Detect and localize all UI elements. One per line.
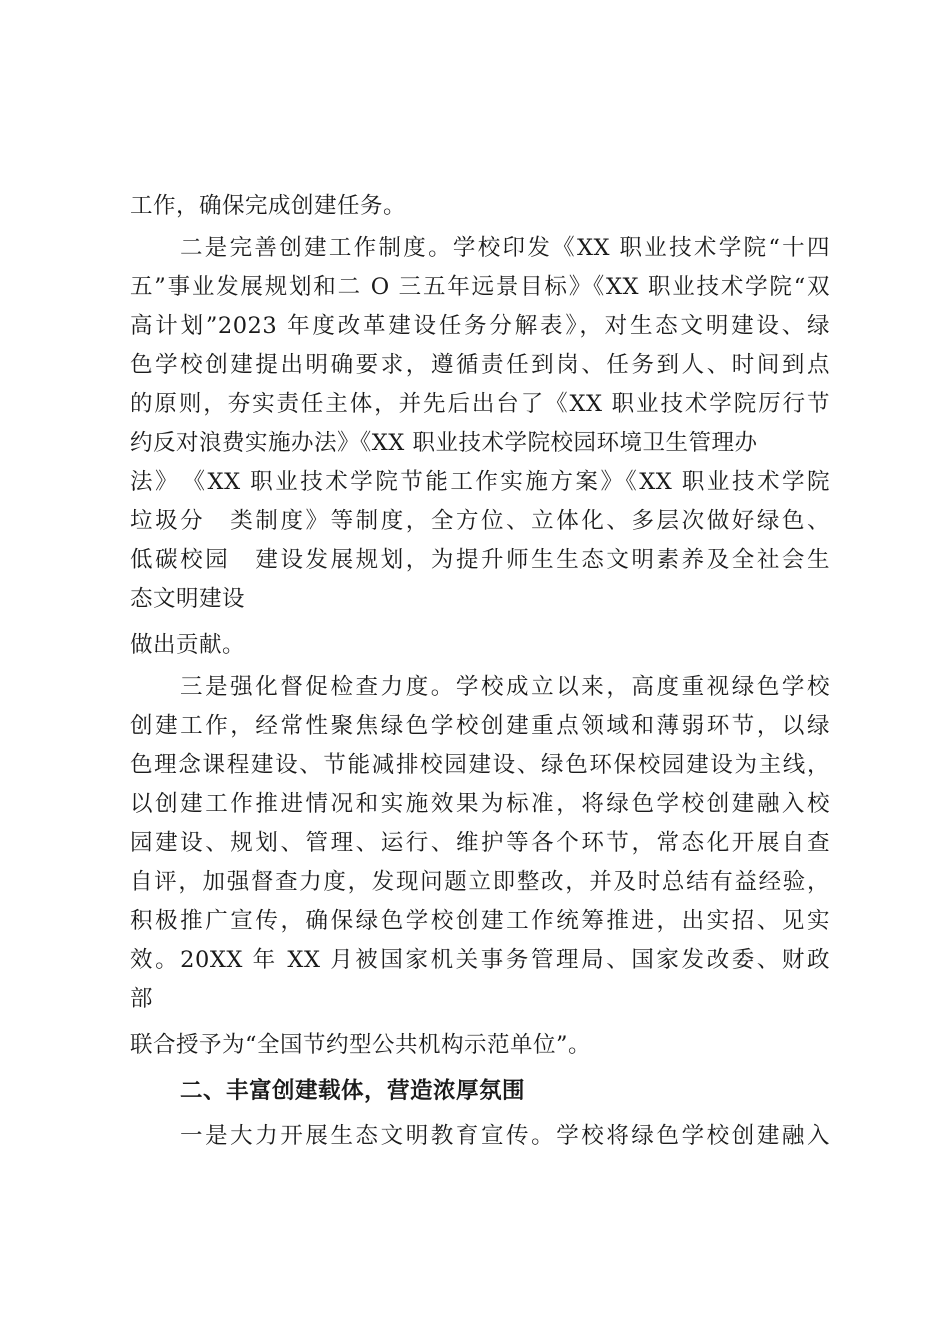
text-line-15: 色理念课程建设、节能减排校园建设、绿色环保校园建设为主线， xyxy=(130,752,830,778)
text-line-6: 的原则，夯实责任主体，并先后出台了《XX 职业技术学院厉行节 xyxy=(130,391,830,417)
text-line-3: 五”事业发展规划和二 O 三五年远景目标》《XX 职业技术学院“双 xyxy=(130,274,830,300)
text-line-5: 色学校创建提出明确要求，遵循责任到岗、任务到人、时间到点 xyxy=(130,352,830,378)
text-line-17: 园建设、规划、管理、运行、维护等各个环节，常态化开展自查 xyxy=(130,830,830,856)
text-line-13: 三是强化督促检查力度。学校成立以来，高度重视绿色学校 xyxy=(180,674,830,700)
text-line-21: 部 xyxy=(130,986,154,1012)
text-line-22: 联合授予为“全国节约型公共机构示范单位”。 xyxy=(130,1032,592,1058)
text-line-10: 低碳校园 建设发展规划，为提升师生生态文明素养及全社会生 xyxy=(130,547,830,573)
text-line-16: 以创建工作推进情况和实施效果为标准，将绿色学校创建融入校 xyxy=(130,791,830,817)
text-line-4: 高计划”2023 年度改革建设任务分解表》，对生态文明建设、绿 xyxy=(130,313,830,339)
text-line-1: 工作，确保完成创建任务。 xyxy=(130,193,407,219)
text-line-20: 效。20XX 年 XX 月被国家机关事务管理局、国家发改委、财政 xyxy=(130,947,830,973)
text-line-11: 态文明建设 xyxy=(130,586,246,612)
text-line-24: 一是大力开展生态文明教育宣传。学校将绿色学校创建融入 xyxy=(180,1123,830,1149)
text-line-18: 自评，加强督查力度，发现问题立即整改，并及时总结有益经验， xyxy=(130,869,830,895)
text-line-8: 法》 《XX 职业技术学院节能工作实施方案》《XX 职业技术学院 xyxy=(130,469,830,495)
text-line-9: 垃圾分 类制度》等制度，全方位、立体化、多层次做好绿色、 xyxy=(130,508,830,534)
text-line-12: 做出贡献。 xyxy=(130,632,246,658)
text-line-7: 约反对浪费实施办法》《XX 职业技术学院校园环境卫生管理办 xyxy=(130,430,758,456)
text-line-19: 积极推广宣传，确保绿色学校创建工作统筹推进，出实招、见实 xyxy=(130,908,830,934)
text-line-2: 二是完善创建工作制度。学校印发《XX 职业技术学院“十四 xyxy=(180,235,830,261)
section-heading: 二、丰富创建载体，营造浓厚氛围 xyxy=(180,1078,526,1104)
text-line-14: 创建工作，经常性聚焦绿色学校创建重点领域和薄弱环节，以绿 xyxy=(130,713,830,739)
